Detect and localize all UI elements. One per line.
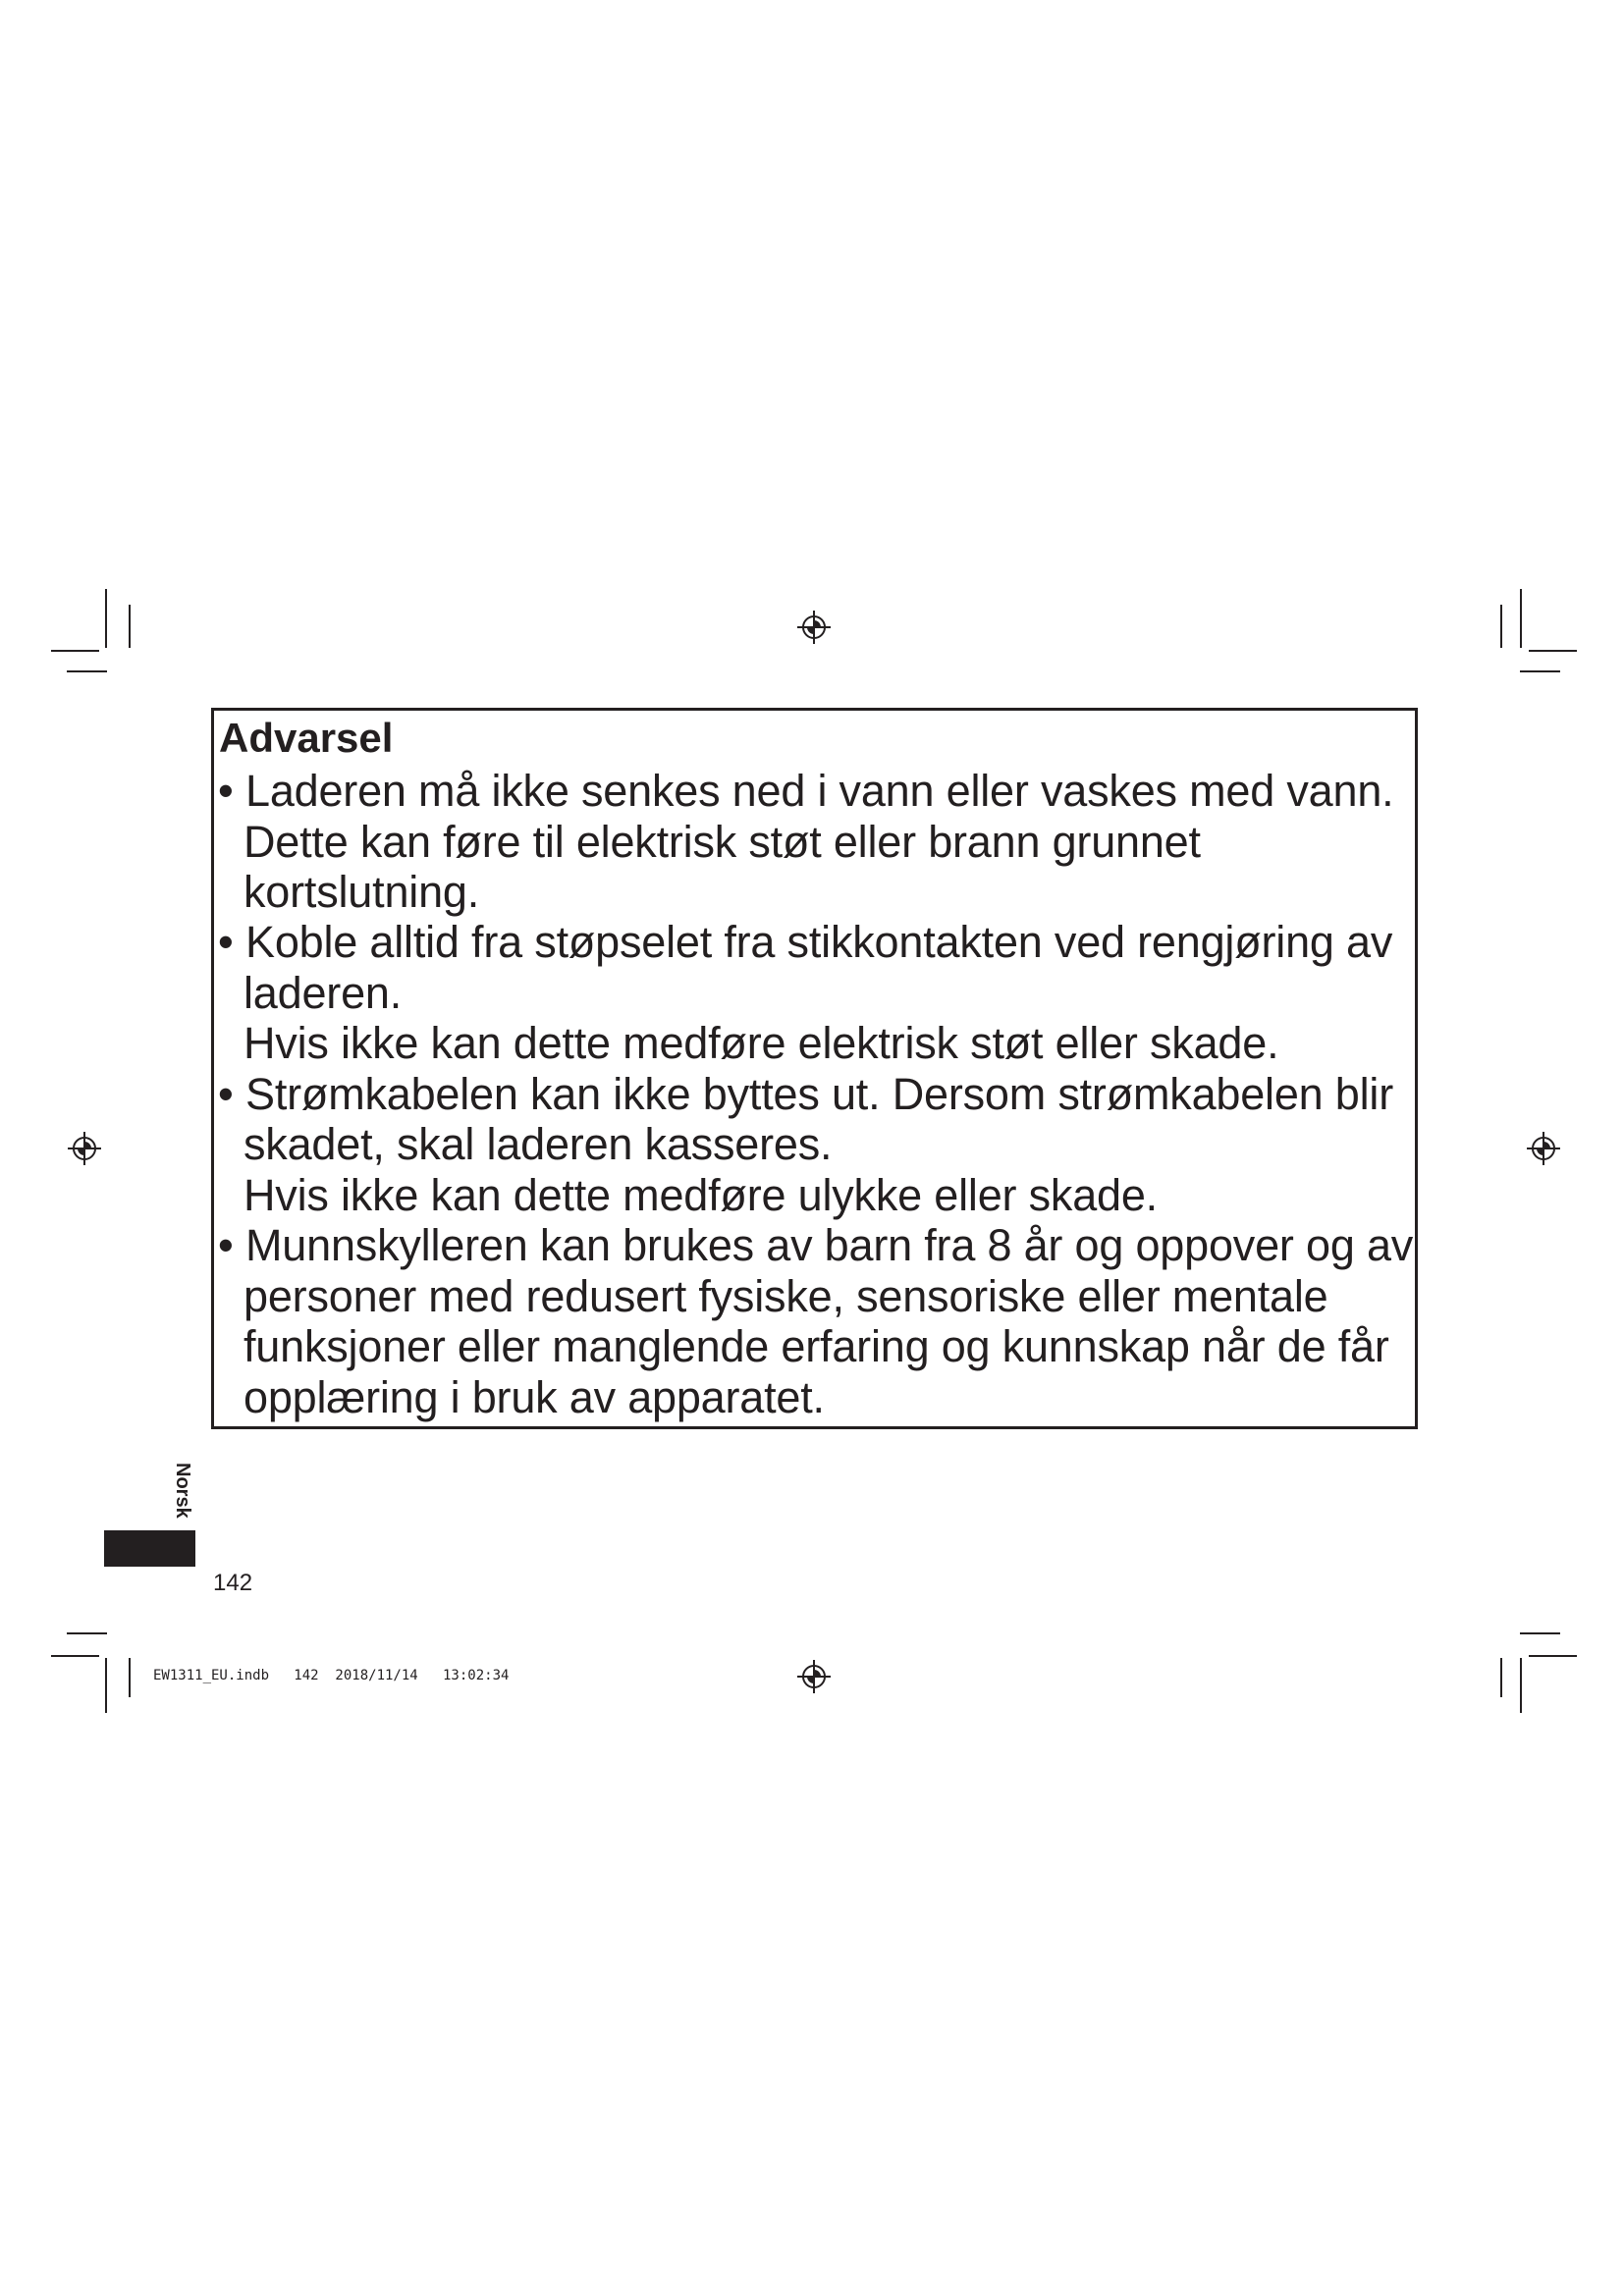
crop-mark: [51, 1655, 99, 1657]
crop-mark: [67, 670, 107, 672]
bullet-dot: •: [218, 766, 234, 816]
crop-mark: [1500, 605, 1502, 648]
warning-line: personer med redusert fysiske, sensoriske eller mentale: [244, 1271, 1328, 1321]
crop-mark: [1520, 1632, 1560, 1634]
registration-mark-icon: [1527, 1132, 1560, 1165]
print-slug: EW1311_EU.indb 142 2018/11/14 13:02:34: [153, 1668, 510, 1683]
warning-line: Hvis ikke kan dette medføre elektrisk støt eller skade.: [244, 1018, 1279, 1068]
crop-mark: [67, 1632, 107, 1634]
crop-mark: [1520, 589, 1522, 648]
warning-line: Hvis ikke kan dette medføre ulykke eller skade.: [244, 1170, 1158, 1220]
registration-mark-icon: [797, 611, 831, 644]
warning-line: Strømkabelen kan ikke byttes ut. Dersom strømkabelen blir: [245, 1069, 1394, 1119]
warning-line: Dette kan føre til elektrisk støt eller brann grunnet: [244, 817, 1201, 867]
crop-mark: [129, 605, 131, 648]
crop-mark: [1529, 1655, 1577, 1657]
warning-line: Laderen må ikke senkes ned i vann eller vaskes med vann.: [245, 766, 1394, 816]
registration-mark-icon: [797, 1660, 831, 1693]
bullet-dot: •: [218, 1220, 234, 1270]
crop-mark: [105, 1658, 107, 1713]
registration-mark-icon: [68, 1132, 101, 1165]
crop-mark: [1520, 670, 1560, 672]
warning-line: opplæring i bruk av apparatet.: [244, 1372, 825, 1422]
warning-line: funksjoner eller manglende erfaring og kunnskap når de får: [244, 1321, 1389, 1371]
warning-line: Munnskylleren kan brukes av barn fra 8 år og oppover og av: [245, 1220, 1414, 1270]
crop-mark: [1520, 1658, 1522, 1713]
language-tab: [104, 1530, 195, 1567]
crop-mark: [129, 1658, 131, 1697]
warning-line: skadet, skal laderen kasseres.: [244, 1119, 833, 1169]
crop-mark: [1529, 650, 1577, 652]
crop-mark: [1500, 1658, 1502, 1697]
warning-line: kortslutning.: [244, 867, 480, 917]
crop-mark: [105, 589, 107, 648]
warning-line: laderen.: [244, 968, 403, 1018]
page-number: 142: [213, 1570, 253, 1596]
crop-mark: [51, 650, 99, 652]
warning-title: Advarsel: [219, 715, 394, 761]
language-tab-label: Norsk: [172, 1463, 193, 1519]
bullet-dot: •: [218, 1069, 234, 1119]
bullet-dot: •: [218, 917, 234, 967]
warning-line: Koble alltid fra støpselet fra stikkontakten ved rengjøring av: [245, 917, 1393, 967]
